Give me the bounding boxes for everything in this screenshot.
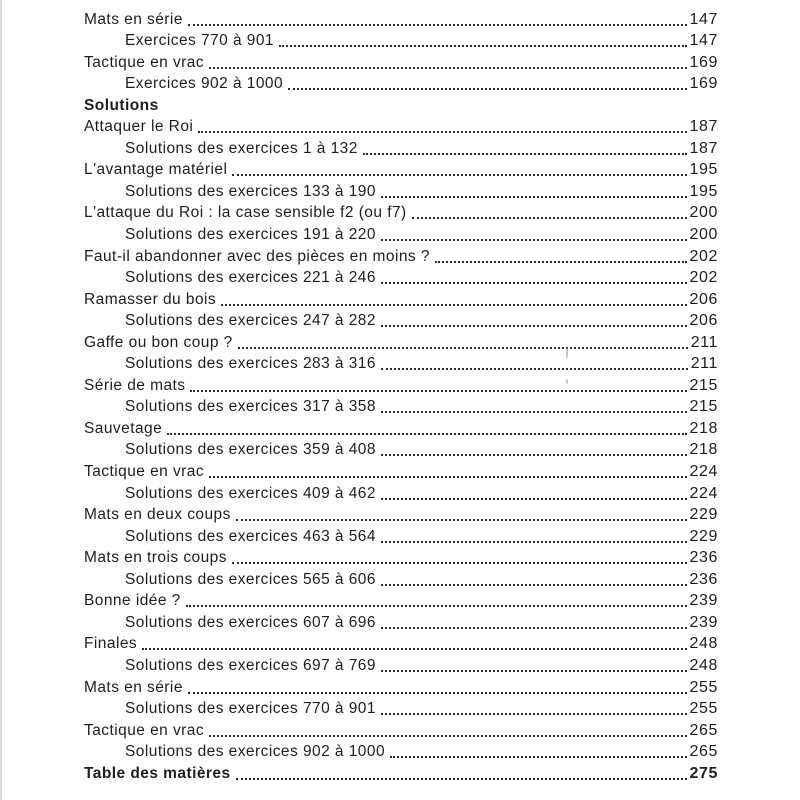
toc-entry [84, 288, 718, 310]
toc-entry-label: L'avantage matériel [84, 161, 228, 179]
toc-entry-label: Solutions des exercices 247 à 282 [125, 312, 376, 330]
toc-entry [84, 719, 718, 741]
toc-list [84, 8, 718, 784]
toc-entry [84, 8, 718, 30]
toc-entry [84, 51, 718, 73]
toc-entry-label: Série de mats [84, 376, 186, 394]
toc-entry-page-number: 169 [689, 75, 718, 93]
toc-leader-dots [221, 304, 686, 306]
toc-leader-dots [381, 239, 687, 241]
toc-leader-dots [279, 45, 687, 47]
toc-leader-dots [381, 713, 687, 715]
toc-leader-dots [238, 347, 688, 349]
toc-entry [84, 762, 718, 784]
toc-leader-dots [288, 88, 686, 90]
toc-leader-dots [236, 778, 687, 780]
toc-entry-page-number: 275 [689, 764, 718, 782]
toc-entry-page-number: 265 [689, 743, 718, 761]
toc-entry-page-number: 229 [689, 527, 718, 545]
toc-entry-label: Finales [84, 635, 138, 653]
toc-leader-dots [188, 692, 687, 694]
toc-entry [84, 654, 718, 676]
toc-entry [84, 94, 718, 116]
toc-entry-page-number: 236 [689, 570, 718, 588]
toc-entry-label: Mats en trois coups [84, 549, 227, 567]
toc-leader-dots [381, 196, 687, 198]
toc-entry [84, 439, 718, 461]
toc-entry-label: Solutions des exercices 317 à 358 [125, 398, 376, 416]
toc-leader-dots [186, 605, 687, 607]
toc-leader-dots [209, 476, 686, 478]
toc-entry [84, 611, 718, 633]
toc-entry-page-number: 239 [689, 613, 718, 631]
toc-entry-label: Bonne idée ? [84, 592, 181, 610]
toc-entry [84, 116, 718, 138]
toc-leader-dots [198, 131, 686, 133]
toc-entry-page-number: 206 [689, 312, 718, 330]
toc-entry-page-number: 200 [689, 226, 718, 244]
toc-entry-label: Faut-il abandonner avec des pièces en moins ? [84, 247, 430, 265]
toc-entry-page-number: 206 [689, 290, 718, 308]
toc-entry-page-number: 248 [689, 656, 718, 674]
toc-leader-dots [232, 562, 687, 564]
toc-entry [84, 137, 718, 159]
toc-entry-label: Tactique en vrac [84, 721, 205, 739]
toc-entry-label: Mats en série [84, 10, 183, 28]
toc-entry-page-number: 211 [690, 333, 718, 351]
toc-entry-page-number: 229 [689, 506, 718, 524]
toc-entry-page-number: 265 [689, 721, 718, 739]
toc-entry [84, 568, 718, 590]
toc-entry-label: Mats en série [84, 678, 183, 696]
toc-leader-dots [381, 325, 687, 327]
toc-leader-dots [381, 498, 687, 500]
toc-entry [84, 590, 718, 612]
toc-entry [84, 525, 718, 547]
toc-leader-dots [209, 67, 686, 69]
toc-leader-dots [381, 627, 687, 629]
toc-entry-label: Solutions [84, 96, 159, 114]
toc-entry-page-number: 187 [689, 139, 718, 157]
toc-entry-page-number: 218 [689, 441, 718, 459]
toc-leader-dots [381, 454, 687, 456]
toc-entry-page-number: 255 [689, 678, 718, 696]
toc-entry-page-number: 200 [689, 204, 718, 222]
toc-entry-page-number: 248 [689, 635, 718, 653]
toc-leader-dots [381, 282, 687, 284]
toc-entry-label: Solutions des exercices 1 à 132 [125, 139, 358, 157]
toc-entry-label: Exercices 770 à 901 [125, 32, 274, 50]
toc-entry-page-number: 195 [689, 161, 718, 179]
toc-entry [84, 159, 718, 181]
toc-leader-dots [381, 368, 688, 370]
toc-entry [84, 698, 718, 720]
toc-entry [84, 504, 718, 526]
toc-entry [84, 676, 718, 698]
toc-entry-page-number: 236 [689, 549, 718, 567]
toc-leader-dots [209, 735, 686, 737]
toc-entry-label: Solutions des exercices 463 à 564 [125, 527, 376, 545]
toc-leader-dots [390, 756, 686, 758]
toc-entry-page-number: 202 [689, 247, 718, 265]
toc-entry-label: Mats en deux coups [84, 506, 231, 524]
toc-leader-dots [142, 648, 686, 650]
toc-leader-dots [363, 153, 687, 155]
toc-entry-label: Table des matières [84, 764, 231, 782]
scan-artifact [566, 348, 568, 358]
toc-entry [84, 180, 718, 202]
toc-entry [84, 267, 718, 289]
toc-entry [84, 460, 718, 482]
toc-entry-page-number: 255 [689, 700, 718, 718]
scan-edge [0, 0, 2, 800]
toc-entry [84, 741, 718, 763]
toc-leader-dots [236, 519, 687, 521]
toc-entry-label: Tactique en vrac [84, 53, 205, 71]
toc-entry [84, 310, 718, 332]
toc-entry-label: Exercices 902 à 1000 [125, 75, 284, 93]
toc-leader-dots [190, 390, 686, 392]
toc-entry-label: Solutions des exercices 283 à 316 [125, 355, 376, 373]
toc-entry-label: Solutions des exercices 221 à 246 [125, 269, 376, 287]
toc-entry [84, 417, 718, 439]
toc-entry-page-number: 224 [689, 463, 718, 481]
toc-entry-page-number: 215 [689, 398, 718, 416]
toc-entry-page-number: 187 [689, 118, 718, 136]
toc-leader-dots [435, 261, 687, 263]
toc-entry-label: L'attaque du Roi : la case sensible f2 (ou f7) [84, 204, 407, 222]
toc-entry-page-number: 215 [689, 376, 718, 394]
toc-entry [84, 547, 718, 569]
toc-entry [84, 633, 718, 655]
toc-entry [84, 353, 718, 375]
toc-entry-label: Solutions des exercices 191 à 220 [125, 226, 376, 244]
toc-entry-label: Tactique en vrac [84, 463, 205, 481]
toc-entry [84, 73, 718, 95]
toc-entry-label: Gaffe ou bon coup ? [84, 333, 233, 351]
toc-entry-label: Solutions des exercices 359 à 408 [125, 441, 376, 459]
toc-entry [84, 245, 718, 267]
toc-leader-dots [232, 174, 686, 176]
toc-leader-dots [188, 24, 687, 26]
toc-leader-dots [412, 217, 687, 219]
toc-entry-page-number: 239 [689, 592, 718, 610]
toc-entry [84, 223, 718, 245]
toc-entry-page-number: 202 [689, 269, 718, 287]
toc-entry-page-number: 147 [689, 10, 718, 28]
toc-entry-page-number: 147 [689, 32, 718, 50]
toc-leader-dots [381, 670, 687, 672]
toc-entry-page-number: 218 [689, 419, 718, 437]
toc-entry-label: Solutions des exercices 607 à 696 [125, 613, 376, 631]
toc-entry [84, 374, 718, 396]
toc-entry-label: Solutions des exercices 565 à 606 [125, 570, 376, 588]
toc-entry-label: Sauvetage [84, 419, 163, 437]
toc-entry-label: Solutions des exercices 133 à 190 [125, 182, 376, 200]
toc-entry-label: Ramasser du bois [84, 290, 217, 308]
toc-entry-page-number: 195 [689, 182, 718, 200]
toc-entry [84, 396, 718, 418]
toc-entry [84, 30, 718, 52]
toc-leader-dots [381, 541, 687, 543]
toc-leader-dots [167, 433, 686, 435]
toc-leader-dots [381, 584, 687, 586]
toc-entry-label: Solutions des exercices 697 à 769 [125, 656, 376, 674]
toc-entry-page-number: 169 [689, 53, 718, 71]
toc-leader-dots [381, 411, 687, 413]
toc-entry [84, 202, 718, 224]
toc-entry [84, 331, 718, 353]
toc-entry-label: Solutions des exercices 409 à 462 [125, 484, 376, 502]
scan-artifact [566, 379, 568, 384]
toc-entry [84, 482, 718, 504]
toc-entry-label: Solutions des exercices 902 à 1000 [125, 743, 386, 761]
toc-entry-label: Attaquer le Roi [84, 118, 194, 136]
toc-entry-page-number: 224 [689, 484, 718, 502]
toc-entry-label: Solutions des exercices 770 à 901 [125, 700, 376, 718]
toc-entry-page-number: 211 [690, 355, 718, 373]
